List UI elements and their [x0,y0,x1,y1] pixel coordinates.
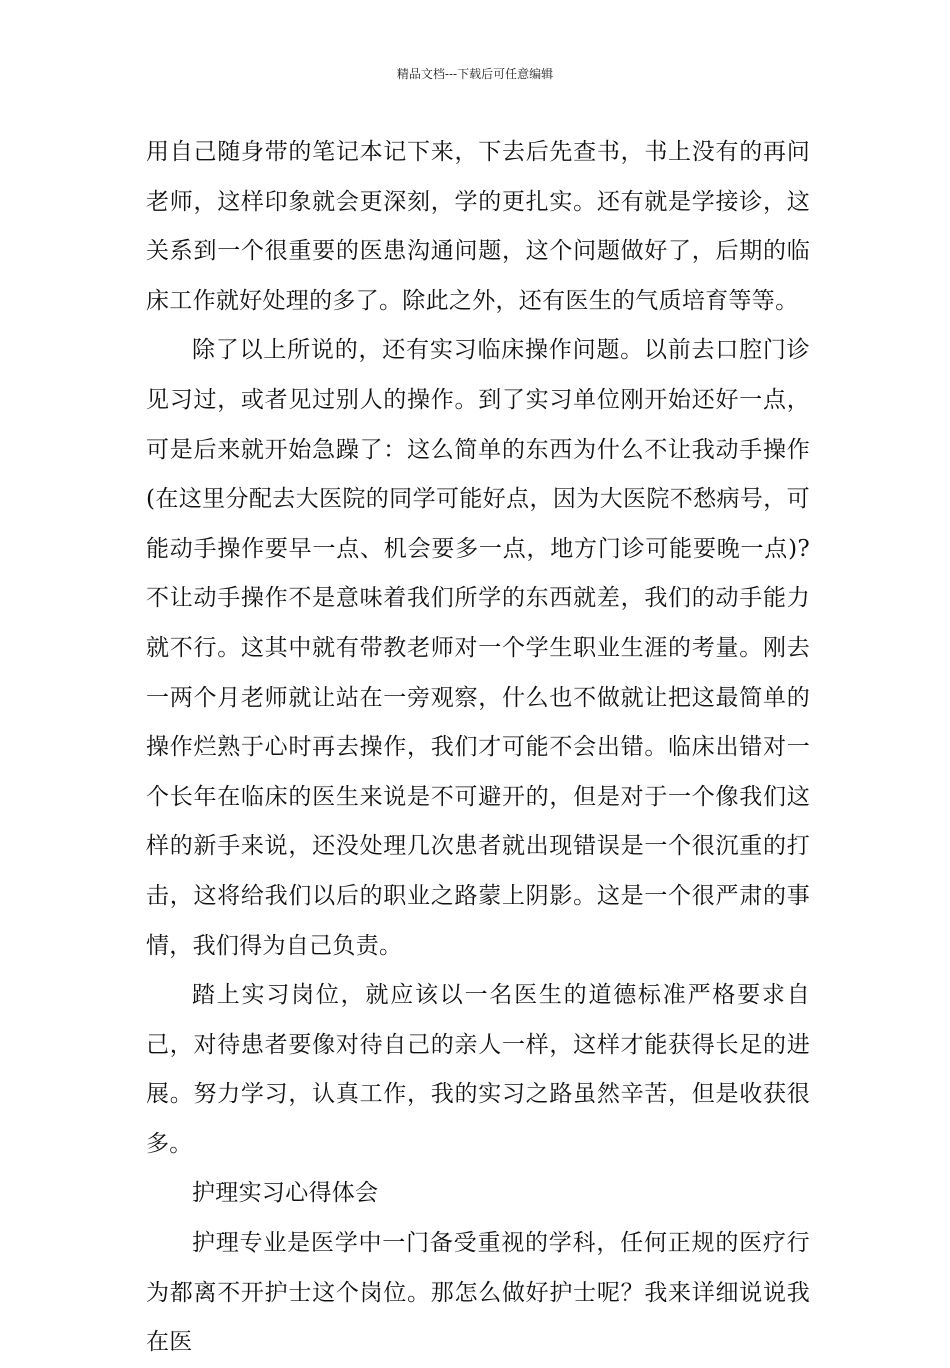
paragraph-continued: 用自己随身带的笔记本记下来，下去后先查书，书上没有的再问老师，这样印象就会更深刻，学的更扎实。还有就是学接诊，这关系到一个很重要的医患沟通问题，这个问题做好了，后期的临床工作就好处理的多了。除此之外，还有医生的气质培育等等。 [146,139,810,314]
page-header: 精品文档---下载后可任意编辑 [396,67,554,81]
section-heading: 护理实习心得体会 [192,1180,379,1207]
paragraph-clinical-operation: 除了以上所说的，还有实习临床操作问题。以前去口腔门诊见习过，或者见过别人的操作。到了实习单位刚开始还好一点，可是后来就开始急躁了：这么简单的东西为什么不让我动手操作(在这里分配去大医院的同学可能好点，因为大医院不愁病号，可能动手操作要早一点、机会要多一点，地方门诊可能要晚一点)?不让动手操作不是意味着我们所学的东西就差，我们的动手能力就不行。这其中就有带教老师对一个学生职业生涯的考量。刚去一两个月老师就让站在一旁观察，什么也不做就让把这最简单的操作烂熟于心时再去操作，我们才可能不会出错。临床出错对一个长年在临床的医生来说是不可避开的，但是对于一个像我们这样的新手来说，还没处理几次患者就出现错误是一个很沉重的打击，这将给我们以后的职业之路蒙上阴影。这是一个很严肃的事情，我们得为自己负责。 [146,337,810,959]
paragraph-internship-attitude: 踏上实习岗位，就应该以一名医生的道德标准严格要求自己，对待患者要像对待自己的亲人一样，这样才能获得长足的进展。努力学习，认真工作，我的实习之路虽然辛苦，但是收获很多。 [146,982,810,1157]
paragraph-nursing-intro: 护理专业是医学中一门备受重视的学科，任何正规的医疗行为都离不开护士这个岗位。那怎么做好护士呢？我来详细说说我在医 [146,1230,810,1356]
document-body [146,128,810,1368]
